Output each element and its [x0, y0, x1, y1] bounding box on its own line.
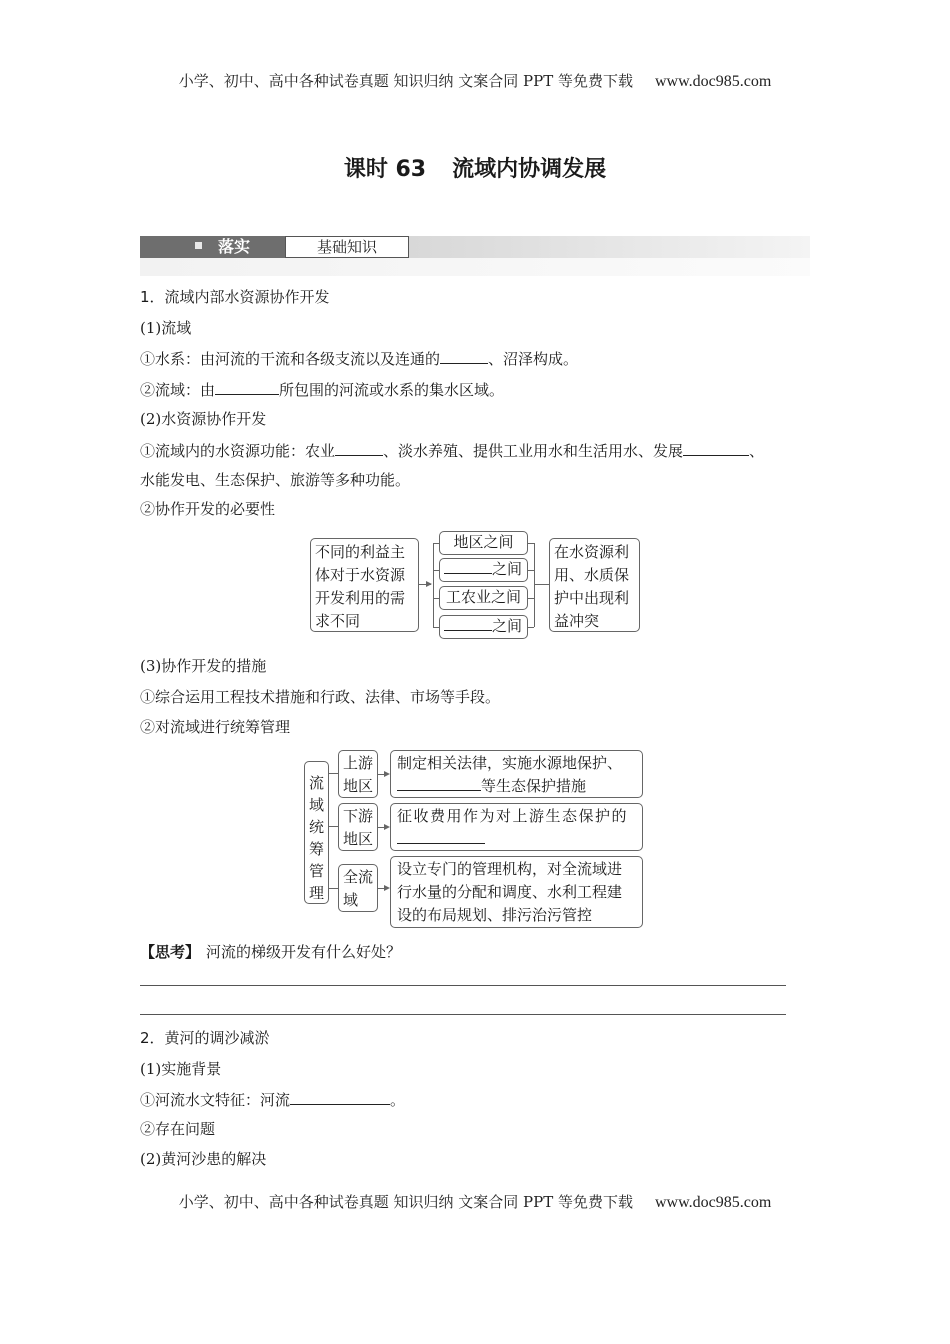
sub3-item1: ①综合运用工程技术措施和行政、法律、市场等手段。: [140, 688, 501, 706]
fill-blank[interactable]: [683, 440, 749, 456]
fill-blank[interactable]: [397, 829, 485, 844]
arrow-icon: [384, 885, 390, 891]
text: 益冲突: [554, 612, 600, 630]
text: 用、水质保: [554, 566, 630, 584]
text: 。: [390, 1091, 406, 1109]
text: 流: [308, 774, 324, 792]
diagram1-mid-box: [439, 615, 528, 639]
diagram1-mid-box: [439, 531, 528, 555]
text: 所包围的河流或水系的集水区域。: [279, 381, 505, 399]
s2-sub2-label: (2)黄河沙患的解决: [140, 1150, 267, 1168]
text: 下游: [343, 807, 374, 825]
connector: [419, 584, 431, 585]
sub1-item1: [140, 348, 578, 369]
banner-left-label: 落实: [218, 237, 251, 256]
text: 设的布局规划、排污治污管控: [397, 906, 593, 924]
arrow-icon: [426, 581, 432, 587]
branch-detail-box: [390, 750, 643, 798]
sub2-item1: [140, 440, 764, 461]
text: 地区: [343, 830, 374, 848]
text: 之间: [492, 560, 523, 578]
branch-detail-box: [390, 803, 643, 851]
sub2-item1-cont: 水能发电、生态保护、旅游等多种功能。: [140, 471, 411, 489]
section2-heading: 2．黄河的调沙减淤: [140, 1029, 270, 1047]
text: 域: [308, 796, 324, 814]
banner-left: [140, 236, 285, 258]
text: 全流: [343, 868, 374, 886]
answer-line[interactable]: [140, 1014, 786, 1015]
text: 工农业之间: [445, 588, 521, 606]
banner-strip-lower: [140, 258, 810, 276]
sub1-label: (1)流域: [140, 319, 192, 337]
text: 制定相关法律，实施水源地保护、: [397, 754, 623, 772]
text: 护中出现利: [554, 589, 630, 607]
header-url[interactable]: www.doc985.com: [654, 73, 772, 90]
page-footer: [0, 1191, 950, 1212]
text: 开发利用的需: [315, 589, 406, 607]
lesson-number: 课时 63: [343, 157, 427, 182]
footer-text: 小学、初中、高中各种试卷真题 知识归纳 文案合同 PPT 等免费下载: [178, 1193, 633, 1211]
text: 理: [308, 884, 324, 902]
text: 设立专门的管理机构，对全流域进: [397, 860, 623, 878]
lesson-topic: 流域内协调发展: [452, 157, 607, 182]
arrow-icon: [384, 824, 390, 830]
diagram1-left-box: [310, 538, 419, 632]
text: 体对于水资源: [315, 566, 406, 584]
text: 征收费用作为对上游生态保护的: [397, 807, 629, 825]
text: 行水量的分配和调度、水利工程建: [397, 883, 623, 901]
section1-heading: 1．流域内部水资源协作开发: [140, 288, 330, 306]
text: ①流域内的水资源功能：农业: [140, 442, 336, 460]
sub1-item2: [140, 379, 504, 400]
banner-right: 基础知识: [285, 236, 409, 258]
text: 等生态保护措施: [481, 777, 587, 795]
page-header: [0, 70, 950, 91]
text: ①河流水文特征：河流: [140, 1091, 291, 1109]
fill-blank[interactable]: [444, 616, 492, 631]
diagram2-root-box: [304, 761, 329, 904]
text: 不同的利益主: [315, 543, 406, 561]
fill-blank[interactable]: [444, 559, 492, 574]
sub3-label: (3)协作开发的措施: [140, 657, 267, 675]
text: 地区: [343, 777, 374, 795]
header-text: 小学、初中、高中各种试卷真题 知识归纳 文案合同 PPT 等免费下载: [178, 72, 633, 90]
sub2-item2: ②协作开发的必要性: [140, 500, 276, 518]
text: 管: [308, 862, 324, 880]
text: 统: [308, 818, 324, 836]
text: 域: [343, 891, 359, 909]
s2-sub1-label: (1)实施背景: [140, 1060, 222, 1078]
diagram1-right-box: [549, 538, 640, 632]
footer-url[interactable]: www.doc985.com: [654, 1194, 772, 1211]
text: ①水系：由河流的干流和各级支流以及连通的: [140, 350, 441, 368]
fill-blank[interactable]: [397, 776, 481, 791]
sub2-label: (2)水资源协作开发: [140, 410, 267, 428]
text: ②流域：由: [140, 381, 216, 399]
sub3-item2: ②对流域进行统筹管理: [140, 718, 291, 736]
text: 在水资源利: [554, 543, 630, 561]
page-title: [0, 152, 950, 183]
fill-blank[interactable]: [290, 1089, 390, 1105]
s2-sub1-item2: ②存在问题: [140, 1120, 216, 1138]
text: 求不同: [315, 612, 361, 630]
branch-label-box: [338, 864, 378, 912]
think-prompt: [140, 942, 401, 962]
text: 筹: [308, 840, 324, 858]
text: 、淡水养殖、提供工业用水和生活用水、发展: [383, 442, 684, 460]
text: 之间: [492, 617, 523, 635]
fill-blank[interactable]: [440, 348, 488, 364]
text: 地区之间: [453, 533, 514, 551]
square-bullet-icon: [195, 242, 202, 249]
text: 上游: [343, 754, 374, 772]
section-banner: [140, 236, 810, 276]
fill-blank[interactable]: [335, 440, 383, 456]
branch-label-box: [338, 803, 378, 851]
text: 、: [749, 442, 765, 460]
answer-line[interactable]: [140, 985, 786, 986]
branch-detail-box: [390, 856, 643, 928]
diagram1-mid-box: [439, 558, 528, 582]
diagram1-mid-box: [439, 586, 528, 610]
text: 、沼泽构成。: [488, 350, 579, 368]
think-tag: 【思考】: [140, 943, 201, 961]
branch-label-box: [338, 750, 378, 798]
fill-blank[interactable]: [215, 379, 279, 395]
connector: [534, 543, 535, 627]
s2-sub1-item1: [140, 1089, 405, 1110]
think-question: 河流的梯级开发有什么好处？: [206, 943, 402, 961]
arrow-icon: [384, 771, 390, 777]
connector: [433, 543, 434, 627]
